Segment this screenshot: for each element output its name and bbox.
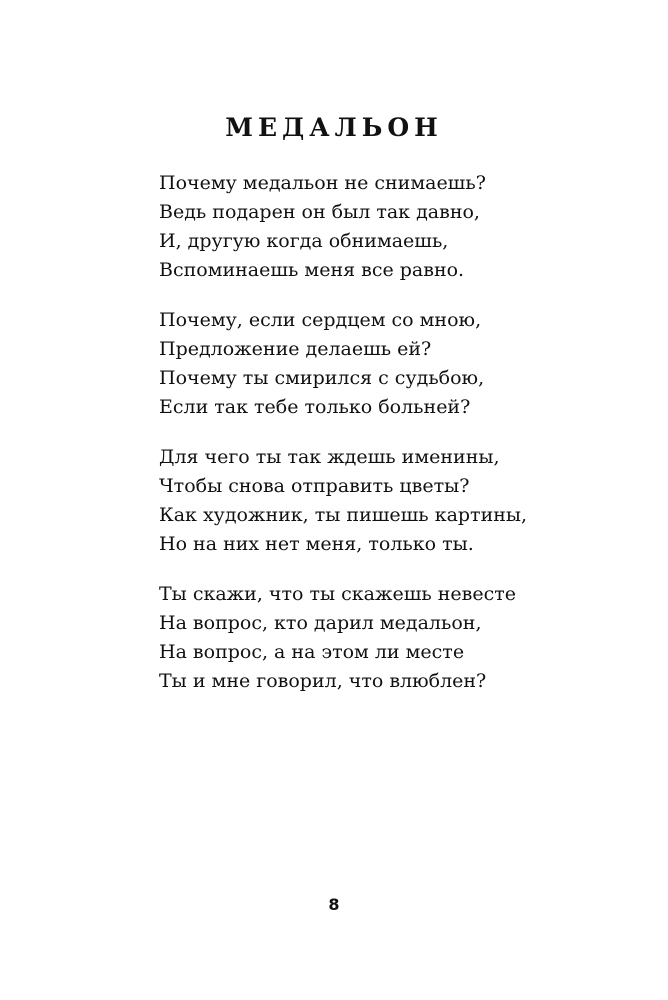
poem-line: На вопрос, а на этом ли месте	[159, 641, 465, 663]
poem-line: Вспоминаешь меня все равно.	[159, 259, 465, 281]
stanza	[159, 169, 639, 285]
poem-line: На вопрос, кто дарил медальон,	[159, 612, 482, 634]
poem-line: Если так тебе только больней?	[159, 396, 471, 418]
poem-line: Предложение делаешь ей?	[159, 338, 432, 360]
stanza	[159, 580, 639, 696]
poem-line: Почему, если сердцем со мною,	[159, 309, 482, 331]
stanza	[159, 443, 639, 559]
poem-line: Чтобы снова отправить цветы?	[159, 475, 470, 497]
poem-line: Ведь подарен он был так давно,	[159, 201, 480, 223]
poem-line: Но на них нет меня, только ты.	[159, 533, 474, 555]
poem-line: Ты и мне говорил, что влюблен?	[159, 670, 487, 692]
poem-line: Как художник, ты пишешь картины,	[159, 504, 528, 526]
poem-line: Почему медальон не снимаешь?	[159, 172, 486, 194]
poem-line: Почему ты смирился с судьбою,	[159, 367, 485, 389]
poem-line: Для чего ты так ждешь именины,	[159, 446, 500, 468]
poem-title: МЕДАЛЬОН	[225, 113, 443, 142]
poem-body	[159, 169, 639, 717]
page-number: 8	[328, 895, 340, 914]
poem-line: Ты скажи, что ты скажешь невесте	[159, 583, 516, 605]
poem-line: И, другую когда обнимаешь,	[159, 230, 449, 252]
stanza	[159, 306, 639, 422]
